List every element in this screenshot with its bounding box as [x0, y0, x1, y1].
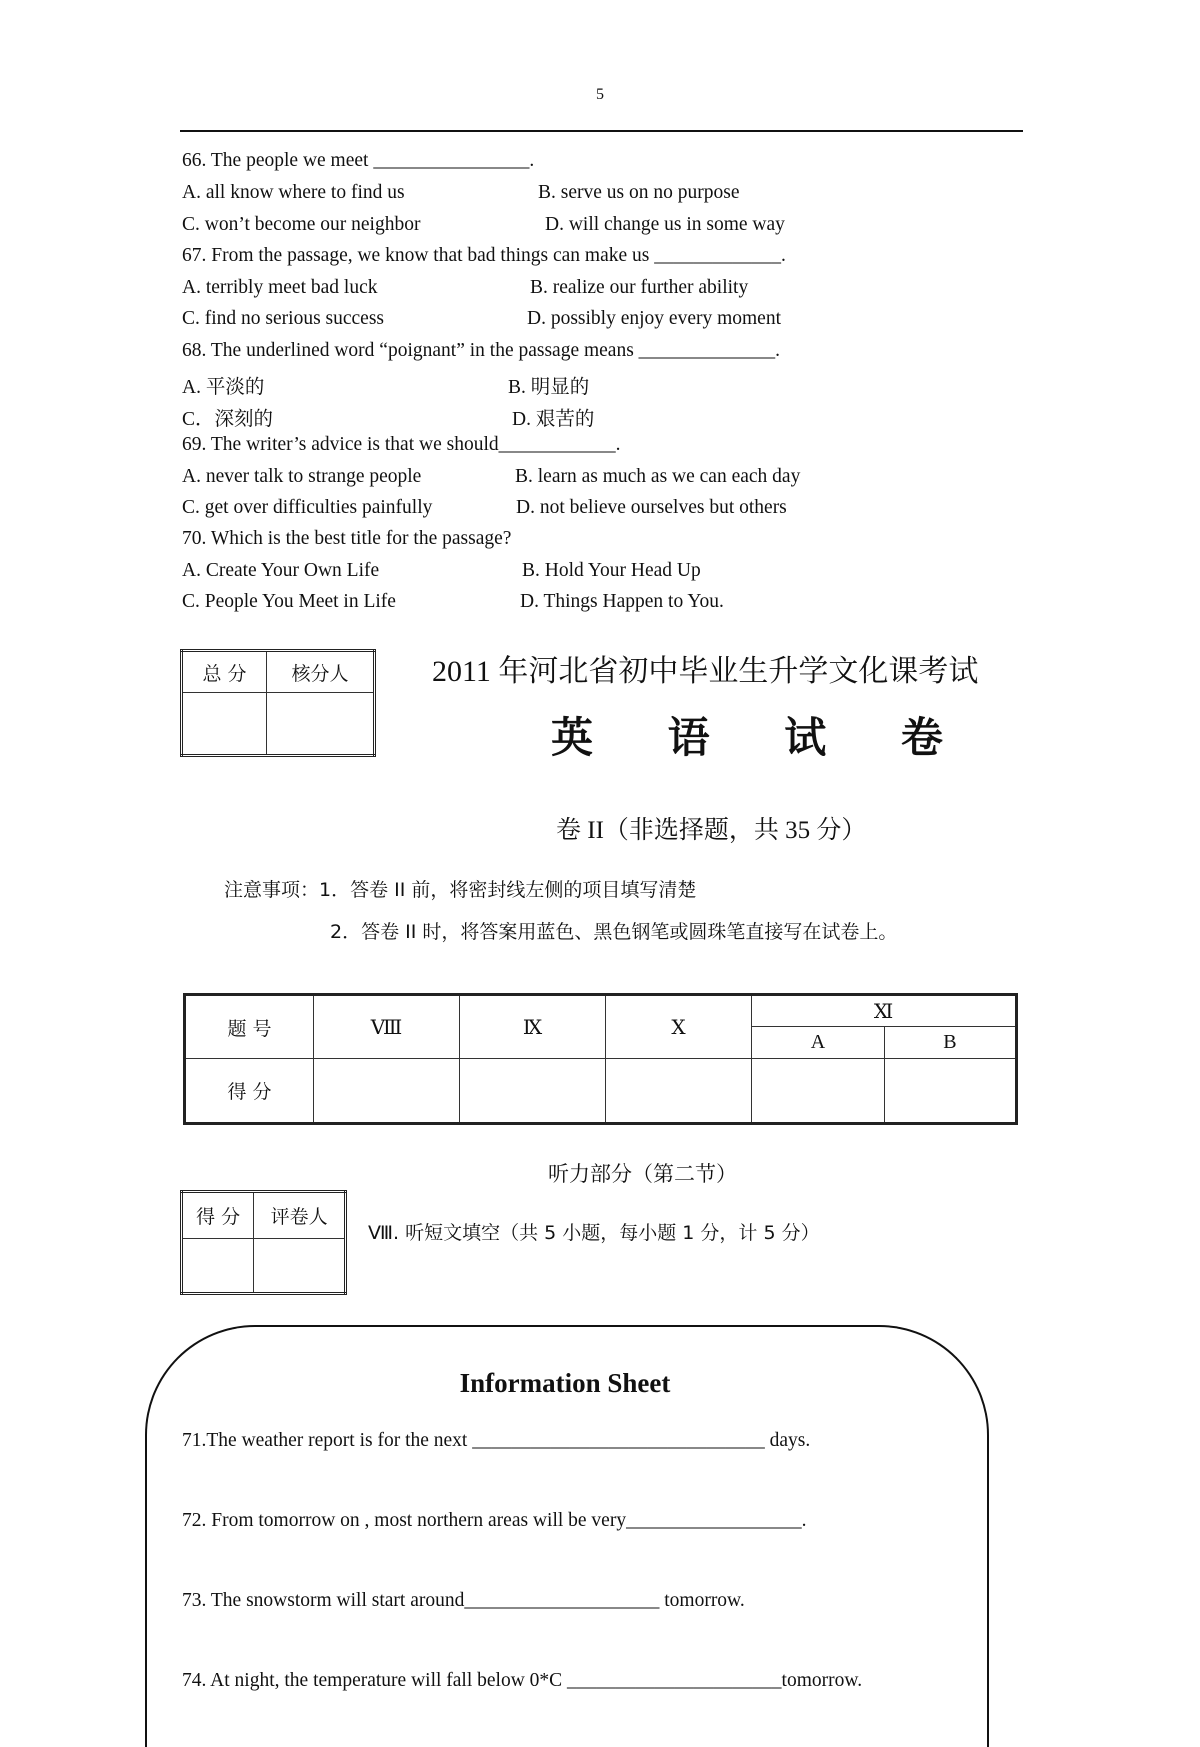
- question-70-option-d: D. Things Happen to You.: [520, 591, 724, 612]
- question-67-stem: 67. From the passage, we know that bad things can make us _____________.: [182, 245, 786, 266]
- col-10-header: Ⅹ: [606, 995, 752, 1059]
- section-score-label: 得 分: [182, 1192, 254, 1239]
- blank-72[interactable]: 72. From tomorrow on , most northern areas will be very__________________.: [182, 1510, 807, 1531]
- notice-line-2: 2．答卷 II 时，将答案用蓝色、黑色钢笔或圆珠笔直接写在试卷上。: [330, 921, 898, 943]
- col-9-header: Ⅸ: [460, 995, 606, 1059]
- col-8-header: Ⅷ: [314, 995, 460, 1059]
- question-67-option-c: C. find no serious success: [182, 308, 385, 329]
- page-number: 5: [596, 86, 604, 103]
- score-cell-9[interactable]: [460, 1059, 606, 1124]
- notice-line-1: 注意事项：1．答卷 II 前，将密封线左侧的项目填写清楚: [224, 879, 697, 901]
- question-66-option-c: C. won’t become our neighbor: [182, 214, 421, 235]
- blank-73[interactable]: 73. The snowstorm will start around____________________ tomorrow.: [182, 1590, 745, 1611]
- score-row-label: 得 分: [185, 1059, 314, 1124]
- question-69-stem: 69. The writer’s advice is that we should____________.: [182, 434, 621, 455]
- total-score-cell[interactable]: [182, 693, 267, 756]
- exam-part: 卷 II（非选择题，共 35 分）: [556, 817, 867, 844]
- question-69-option-a: A. never talk to strange people: [182, 466, 422, 487]
- question-66-stem: 66. The people we meet ________________.: [182, 150, 535, 171]
- question-66-option-b: B. serve us on no purpose: [538, 182, 740, 203]
- total-score-box: [180, 649, 376, 757]
- blank-74[interactable]: 74. At night, the temperature will fall below 0*C ______________________tomorrow.: [182, 1670, 863, 1691]
- section-score-box: [180, 1190, 347, 1295]
- question-66-option-d: D. will change us in some way: [545, 214, 785, 235]
- score-checker-cell[interactable]: [267, 693, 375, 756]
- score-table: [183, 993, 1018, 1125]
- question-70-option-b: B. Hold Your Head Up: [522, 560, 701, 581]
- section-8-instruction: Ⅷ. 听短文填空（共 5 小题，每小题 1 分，计 5 分）: [368, 1222, 820, 1244]
- question-67-option-a: A. terribly meet bad luck: [182, 277, 378, 298]
- score-cell-8[interactable]: [314, 1059, 460, 1124]
- col-11b-header: B: [884, 1027, 1016, 1059]
- section-grader-cell[interactable]: [254, 1239, 346, 1294]
- question-66-option-a: A. all know where to find us: [182, 182, 405, 203]
- question-68-option-a: A. 平淡的: [182, 377, 265, 398]
- question-69-option-b: B. learn as much as we can each day: [515, 466, 801, 487]
- question-68-stem: 68. The underlined word “poignant” in the passage means ______________.: [182, 340, 781, 361]
- exam-subject: 英 语 试 卷: [551, 713, 973, 762]
- score-cell-11a[interactable]: [752, 1059, 885, 1124]
- section-grader-label: 评卷人: [254, 1192, 346, 1239]
- information-sheet-title: Information Sheet: [459, 1368, 671, 1398]
- exam-title: 2011 年河北省初中毕业生升学文化课考试: [432, 655, 979, 688]
- col-11-header: Ⅺ: [752, 995, 1017, 1027]
- section-score-cell[interactable]: [182, 1239, 254, 1294]
- col-11a-header: A: [752, 1027, 885, 1059]
- score-cell-11b[interactable]: [884, 1059, 1016, 1124]
- question-70-stem: 70. Which is the best title for the passage?: [182, 528, 512, 549]
- header-rule: [180, 130, 1023, 132]
- question-68-option-c: C．深刻的: [182, 409, 274, 430]
- question-68-option-b: B. 明显的: [508, 377, 590, 398]
- blank-71[interactable]: 71.The weather report is for the next ______________________________ days.: [182, 1430, 811, 1451]
- score-checker-label: 核分人: [267, 651, 375, 693]
- question-67-option-b: B. realize our further ability: [530, 277, 749, 298]
- listening-heading: 听力部分（第二节）: [548, 1162, 737, 1186]
- question-69-option-c: C. get over difficulties painfully: [182, 497, 433, 518]
- question-70-option-a: A. Create Your Own Life: [182, 560, 380, 581]
- question-67-option-d: D. possibly enjoy every moment: [527, 308, 782, 329]
- question-70-option-c: C. People You Meet in Life: [182, 591, 396, 612]
- score-cell-10[interactable]: [606, 1059, 752, 1124]
- question-68-option-d: D. 艰苦的: [512, 409, 595, 430]
- question-69-option-d: D. not believe ourselves but others: [516, 497, 787, 518]
- question-number-label: 题 号: [185, 995, 314, 1059]
- total-score-label: 总 分: [182, 651, 267, 693]
